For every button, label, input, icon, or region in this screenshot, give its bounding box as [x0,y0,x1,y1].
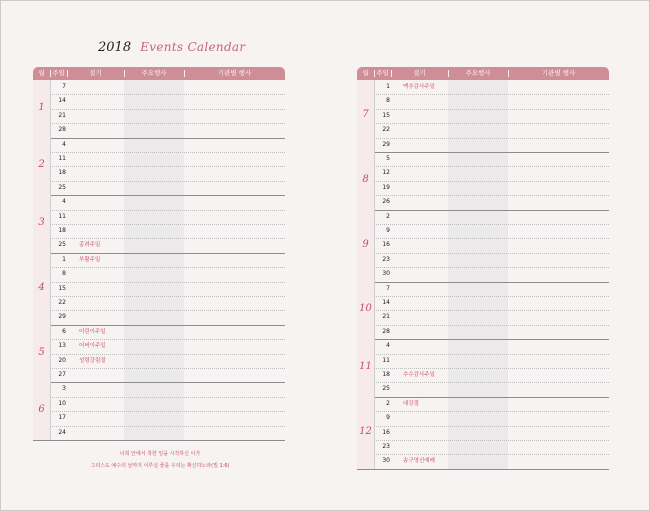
week-row[interactable] [50,166,285,180]
week-row[interactable] [374,109,609,123]
week-date: 30 [382,270,390,278]
week-row[interactable] [50,195,285,209]
week-date: 9 [386,414,390,422]
week-date: 26 [382,198,390,206]
week-row[interactable] [50,152,285,166]
month-label: 6 [38,404,45,416]
week-date: 1 [62,255,66,263]
week-row[interactable] [50,94,285,108]
season-event: 대강절 [403,400,419,407]
week-row[interactable] [374,382,609,396]
header-month: 월 [362,69,369,77]
week-row[interactable] [50,368,285,382]
header-week: 주일 [374,67,391,80]
week-date: 12 [382,169,390,177]
month-label: 5 [38,346,45,358]
week-row[interactable] [50,310,285,324]
week-row[interactable] [50,210,285,224]
month-label: 11 [359,361,372,372]
week-date: 7 [62,83,66,90]
week-row[interactable] [50,282,285,296]
week-date: 21 [382,313,390,321]
season-event: 종려주일 [79,242,101,249]
week-date: 18 [58,169,66,177]
week-date: 25 [58,241,66,249]
week-row[interactable] [374,339,609,353]
week-row[interactable] [50,426,285,440]
week-row[interactable] [50,339,285,353]
week-row[interactable] [374,267,609,281]
month-label: 1 [38,101,45,113]
week-date: 28 [58,126,66,134]
week-date: 11 [58,155,66,162]
week-date: 15 [58,284,66,292]
week-row[interactable] [50,181,285,195]
season-event: 성령강림절 [79,357,106,364]
week-date: 24 [58,428,66,436]
week-row[interactable] [374,152,609,166]
header-season: 절기 [391,67,448,80]
week-date: 29 [382,140,390,148]
season-event: 어버이주일 [79,343,106,350]
week-date: 4 [386,342,390,350]
week-date: 2 [386,212,390,220]
week-date: 19 [382,183,390,191]
week-date: 15 [382,111,390,119]
month-label: 2 [38,159,45,171]
title-year: 2018 [98,40,132,55]
header-bar [33,67,285,80]
week-row[interactable] [374,238,609,252]
week-date: 4 [62,140,66,148]
calendar-table-jan-jun [33,67,285,440]
week-row[interactable] [374,253,609,267]
week-date: 23 [382,443,390,450]
week-date: 3 [62,385,66,393]
week-row[interactable] [374,440,609,454]
scripture-quote [60,448,260,472]
week-date: 14 [382,299,390,306]
week-date: 27 [58,371,66,378]
month-separator [33,440,285,441]
week-date: 18 [382,371,390,378]
week-row[interactable] [374,296,609,310]
month-label: 10 [359,303,372,315]
week-date: 2 [386,399,390,407]
week-row[interactable] [374,181,609,195]
week-row[interactable] [50,80,285,94]
week-date: 20 [58,356,66,364]
week-row[interactable] [374,80,609,94]
week-row[interactable] [374,166,609,180]
week-date: 8 [386,97,390,105]
week-date: 25 [58,183,66,191]
week-date: 16 [382,428,390,436]
week-date: 1 [386,83,390,90]
week-row[interactable] [374,123,609,137]
season-event: 부활주일 [79,256,101,263]
week-row[interactable] [50,109,285,123]
week-date: 17 [58,414,66,422]
quote-line-1: 너희 안에서 착한 일을 시작하신 이가 [119,451,201,457]
header-week: 주일 [50,67,67,80]
season-event: 어린이주일 [79,328,106,335]
week-date: 13 [58,342,66,350]
week-row[interactable] [50,382,285,396]
month-separator [357,469,609,470]
month-label: 7 [362,109,369,120]
week-row[interactable] [50,411,285,425]
week-row[interactable] [50,123,285,137]
calendar-table-jul-dec [357,67,609,469]
week-date: 5 [386,155,390,162]
week-date: 9 [386,227,390,234]
week-date: 22 [58,299,66,306]
month-label: 12 [359,425,372,437]
week-date: 18 [58,227,66,234]
title-subtitle: Events Calendar [140,40,246,54]
week-row[interactable] [50,253,285,267]
week-row[interactable] [50,138,285,152]
week-date: 21 [58,111,66,119]
header-org-event: 기관별 행사 [184,67,285,80]
header-season: 절기 [67,67,124,80]
week-date: 11 [382,356,390,364]
header-org-event: 기관별 행사 [508,67,609,80]
month-label: 4 [38,281,45,293]
season-event: 송구영신예배 [403,458,435,465]
month-label: 9 [362,238,369,250]
week-date: 11 [58,212,66,220]
week-date: 14 [58,97,66,105]
week-row[interactable] [374,397,609,411]
calendar-title [98,36,245,55]
week-row[interactable] [374,210,609,224]
week-row[interactable] [50,224,285,238]
week-row[interactable] [50,354,285,368]
week-date: 22 [382,126,390,134]
week-row[interactable] [374,354,609,368]
week-row[interactable] [374,368,609,382]
header-main-event: 주요행사 [448,67,508,80]
week-date: 29 [58,313,66,321]
week-row[interactable] [50,238,285,252]
season-event: 추수감사주일 [403,372,435,378]
week-row[interactable] [374,138,609,152]
header-main-event: 주요행사 [124,67,184,80]
header-month: 월 [38,69,45,77]
week-date: 25 [382,385,390,393]
week-row[interactable] [374,94,609,108]
week-date: 8 [62,270,66,278]
week-date: 6 [62,327,66,335]
week-row[interactable] [374,426,609,440]
week-date: 4 [62,198,66,206]
week-date: 16 [382,241,390,249]
week-date: 23 [382,255,390,263]
month-label: 8 [362,173,369,185]
week-row[interactable] [50,296,285,310]
week-row[interactable] [374,282,609,296]
week-row[interactable] [50,397,285,411]
week-row[interactable] [374,310,609,324]
week-row[interactable] [374,325,609,339]
week-date: 10 [58,399,66,407]
week-date: 30 [382,457,390,465]
week-row[interactable] [50,267,285,281]
week-date: 28 [382,327,390,335]
week-row[interactable] [50,325,285,339]
header-bar [357,67,609,80]
week-date: 7 [386,284,390,292]
quote-line-2: 그리스도 예수의 날까지 이루실 줄을 우리는 확신하노라(빌 1:6) [90,463,230,469]
week-row[interactable] [374,411,609,425]
month-label: 3 [38,217,45,228]
season-event: 맥추감사주일 [403,84,435,90]
week-row[interactable] [374,224,609,238]
week-row[interactable] [374,454,609,468]
week-row[interactable] [374,195,609,209]
